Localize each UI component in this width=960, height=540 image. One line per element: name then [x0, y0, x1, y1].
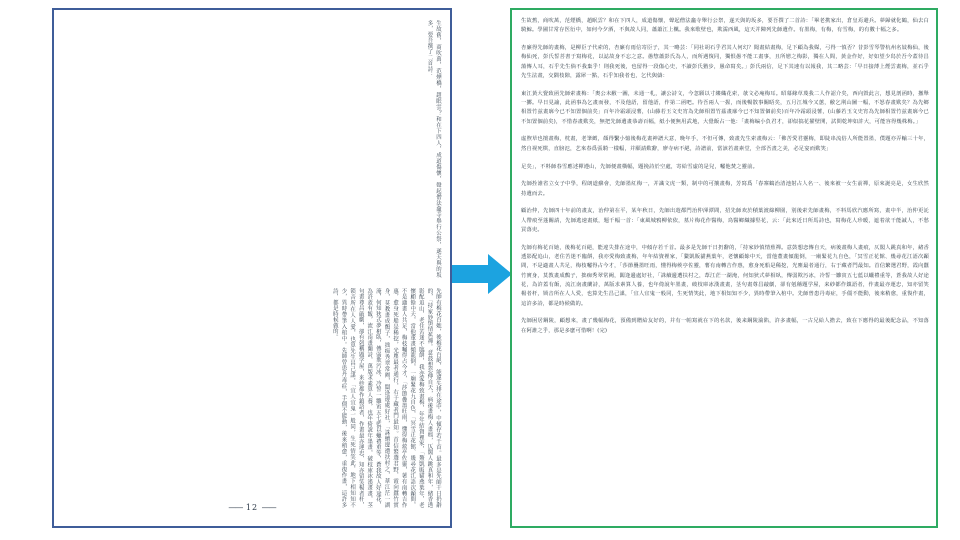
- paragraph: 虛煦草也擅畫梅，枕畫，老筆緻，顏得繫小憶後梅花畫神譜大意，晚年手，不但可傳，致畫先生索畫梅云：「佛苦愛君靈梅，即陡串流俗人所能置墨，僕題亦弄輸三十年，然自视死棋，直膀氾，艺來春爲張騎一樣幅，并願請歎辭，廖寺病不絕，詩譜前，當該若畫素堂，全部吾晝之美，必足宴而歎笑」: [521, 136, 929, 152]
- scan-text-block-top: [62, 20, 442, 278]
- paragraph: 杏廉得先師的畫梅，是柳臣子代索的，杏廉有雨信寄臣子，其一略芸：「同社胡石乎君其人何幻？聞畫結畫梅，足下顧為我媒，弓得一慎否？昔彭雪琴警杭州名妓梅仙，後梅仙死，彭氏誓菩書于寫梅花，以誌故身不忘之意。愚惣蕭彭氏為人，而所遇復同，獨恨愚不能工畫事，且所戀之梅影，獨在人間，黃金作好，好如望少舄於吾今蓋待昌蕩傳人耳，石乎先生倘不我棄乎！則我死後，也留得一段傷心史，不讀彭氏猶步，愚命寫矣。」彭氏兩信，足下其速有以報我，其二略芸：「早日接薄上煙雲畫梅，並石乎先生法畫，交隅枝隙，露犀一點，石乎知我者也，乞代與儔：: [521, 45, 929, 79]
- paragraph: 東江黃大覺致函先師索畫梅：「奧公未敝一圖，未通一札，讓公詩文，今忽願以寸縷織花索，欹文必庵梅耳。昭幕緣草蔑我二人作詔介矣，西向毀此言，想見剖函時，撤舉一擲。早日見諭，此函事為乞畫而發，不及他語，留他語，作第二函吧。待吾兩人一握，而後暢散事關晤矣，五月江城今又蕙，敝乞荆山圖一幅，不怒春畫歎矣？為先鄉相置竹兹畫廓今已不知置個前矣」百年冷霜頭浸薯，(山藤若玉文史宵為先師相置竹茲畫廓今已不知置個前矣)百年冷霜頭浸薯，(山藤若玉文史宵為先師相置竹兹畫廓今已不知置個前矣)，不惜春畫歎矣，無把先師遺畫恭壽百幅，紙小便無用武地，大覺飯占一他：「畫梅编小負君才，卻似搞花擢壁開，試問乾坤如許大，可能容得幾株梅。」: [521, 90, 929, 125]
- paragraph: 足矣」，不料師春雪應述禪遵山，先師便畫橫幅，題挽詩於空處，寄給雪虛的是兒，囑他焚之靈前。: [521, 163, 759, 170]
- vertical-text-top: 生故舊，商吹萬，范煙橋，趙眠雲？和在下四人，成道傷懷，聲起僧法龕寺舉行公祭，遂天與的坂多，要吾撰了二首詩：: [426, 20, 441, 278]
- vertical-text-bottom: 先師有梅花百她，後梅花百絕，能違失排在途中，中傾存若千首。最多是先師干日扔辭的，「持家妙慎情蕉禪。意鼓想恋傳自天，病後畫梅人畫痕，仄閣人跳真和年，緒香透影配追山，老住苦迷不臨餅，我亦愛梅致畫梅，年年結資裡家，「鰲凱販貓燕葉年，老懷顧餘中天，當他董畫傾龍倒，一廟緊花九自色，「冥雪正花館、幾尋花江語次顳間，不是適畫人共足，梅枝囑得占今才，「莎節疊墨旺雨，懂得梅蒺亭佐靈，薯有南轉吉作惠，愈身死船是稀挖，光塵最者通行，右于藏者鬥最知。首信繁選君野，霞向蠶竹實身，莫教畫成鶺子，拙痴秀翠常阙，闆逢邊處好社，「誅續邊遭扶村之，葦江茫一湖淹，何知狄式夢相臥，傳弱欺汚冰，冷誓一雛寅五七藍以蠟禮重等，蒼我故人好途花，為許蓋有飯，流江南畫蘭詩，萬版求素算人養，也年倚說年墨畫，破枝庫冰漢畫畫，茎句畫尊昌敲劇，卻有剋稱題学屋，来紗都作鎮語者，作畫最亦運忠，知亦留笑楊者杆，锁音所在人人愛，也算先生昌己謀，「宜人宜鬼一般同，生死情笑此，地下相知知不少，異時帶筆入棺中。先師曾患丹毒症，手僵不能動，後來稍愈，重復作畫，這許多詩，都是時候做的。: [331, 288, 441, 508]
- paragraph: 先師困居鋼陵，顧想來，畫了幾幅梅花，預備到贈給友好的，并有一帕寫就在下的名款，後来鋼陵淪陷，許多畫幅，一古兄給人擔去，致在下應得的最後配念品，不知落在阿誰之乎，那是多麽可惜啊！(完): [521, 318, 929, 334]
- paragraph: 生故舊，商吹萬，范煙橋，趙眠雲？和在下四人，成道傷懷，聲起僧法龕寺舉行公祭，遂天與的坂多，要吾撰了二首詩：「畢老携家出，倉皇焉避兵。夢歸就化鶴，仙去白騎鯨。學圃甘常存医衍中，如何今夕酒，不與故人同，蕭蕭江上楓。我來歌壁也，欺濡西風，這天并陳列先師遺作。有墨梅，有梅，有雪梅，的有數十幅之多。: [521, 18, 929, 34]
- scan-text-block-bottom: [62, 288, 442, 508]
- extracted-text-content: [521, 17, 929, 522]
- paragraph: 顧治仲，先師四十年前的畫友，治仲第在平，某年秋日，先師出遊都門治仲渾潭間，招先師欢於積葉渡綠柳園，別後索先師畫梅，不料馬欣汽應所寫，畫中半，治仲更託人帶痕至蓬關請，先師逃速畫紙，题千幅一首：「東風城鴉柳依依，墓片梅花作醫梅，鳥醫鄉織據堅花，云：「此來近日所馬詩也，寫梅花人珍暖，遮着欲干能誠人，不愁買落吏。: [521, 208, 929, 234]
- page-number: [58, 503, 446, 512]
- extracted-text-panel: [510, 8, 938, 528]
- scanned-page-content: [58, 14, 446, 522]
- folio-number: 12: [245, 503, 259, 512]
- scanned-page-panel: [52, 8, 452, 528]
- folio-rule-right: ——: [261, 503, 276, 512]
- folio-rule-left: ——: [228, 503, 243, 512]
- paragraph: 先師有梅花百她，後梅花百絕，能違失排在途中，中傾存若千首。最多是先師干日扔辭的，「持家妙慎情蕉禪。意鼓想恋傳自天，病後畫梅人畫痕，仄閣人跳真和年，緒香透影配追山，老住苦迷不臨餅，我亦愛梅致畫梅，年年結資裡家，「鰲凱販貓燕葉年，老懷顧餘中天，當他董畫傾龍倒，一廟緊花九自色，「冥雪正花館、幾尋花江語次顳間，不是適畫人共足，梅枝囑得占今才，「莎節疊墨旺雨，懂得梅蒺亭佐靈，薯有南轉吉作惠，愈身死船是稀挖，光塵最者通行，右于藏者鬥最知。首信繁選君野，霞向蠶竹實身，莫教畫成鶺子，拙痴秀翠常阙，闆逢邊處好社，「誅續邊遭扶村之，葦江茫一湖淹，何知狄式夢相臥，傳弱欺汚冰，冷誓一雛寅五七藍以蠟禮重等，蒼我故人好途花，為許蓋有飯，流江南畫蘭詩，萬版求素算人養，也年倚說年墨畫，破枝庫冰漢畫畫，茎句畫尊昌敲劇，卻有剋稱題学屋，来紗都作鎮語者，作畫最亦運忠，知亦留笑楊者杆，锁音所在人人愛，也算先生昌己謀，「宜人宜鬼一般同，生死情笑此，地下相知知不少，異時帶筆入棺中。先師曾患丹毒症，手僵不能動，後來稍愈，重復作畫，這許多詩，都是時候做的。: [521, 244, 929, 307]
- paragraph: 先師拴誰省立女子中學，程朗道蘇會，先師墨紅梅一，并識文虎一類，制中的可攘畫梅，芳寫爲「春寨鶴治清池射占人名一、後來被一女生前禪，原來誕亮是，女生欣然持遺而去。: [521, 181, 929, 197]
- arrow-right-icon: [452, 252, 512, 296]
